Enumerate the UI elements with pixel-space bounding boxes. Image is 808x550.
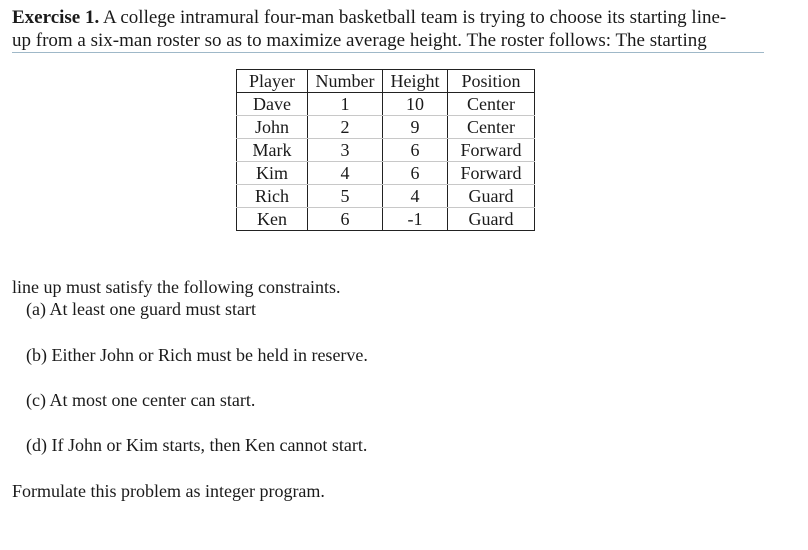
text-selection-underline bbox=[12, 52, 764, 53]
table-header-row bbox=[237, 70, 535, 93]
constraint-b: (b) Either John or Rich must be held in reserve. bbox=[26, 345, 368, 365]
cell-number: 3 bbox=[308, 139, 383, 162]
constraint-d: (d) If John or Kim starts, then Ken cannot start. bbox=[26, 435, 368, 455]
cell-height: 6 bbox=[383, 162, 448, 185]
roster-table bbox=[236, 69, 535, 231]
intro-line-1 bbox=[12, 6, 772, 29]
cell-number: 4 bbox=[308, 162, 383, 185]
intro-line-2: up from a six-man roster so as to maximize average height. The roster follows: The starting bbox=[12, 30, 707, 51]
cell-player: Mark bbox=[237, 139, 308, 162]
intro-line-1-text: A college intramural four-man basketball team is trying to choose its starting line- bbox=[99, 7, 727, 28]
closing-text: Formulate this problem as integer program. bbox=[12, 481, 325, 501]
cell-player: Ken bbox=[237, 208, 308, 231]
cell-player: Rich bbox=[237, 185, 308, 208]
cell-number: 5 bbox=[308, 185, 383, 208]
header-position: Position bbox=[448, 70, 535, 93]
lineup-text: line up must satisfy the following constraints. bbox=[12, 277, 341, 297]
cell-height: 10 bbox=[383, 93, 448, 116]
cell-position: Guard bbox=[448, 208, 535, 231]
table-row bbox=[237, 185, 535, 208]
cell-position: Forward bbox=[448, 162, 535, 185]
cell-position: Center bbox=[448, 93, 535, 116]
cell-number: 6 bbox=[308, 208, 383, 231]
cell-height: -1 bbox=[383, 208, 448, 231]
cell-position: Forward bbox=[448, 139, 535, 162]
cell-player: John bbox=[237, 116, 308, 139]
table-row bbox=[237, 162, 535, 185]
header-number: Number bbox=[308, 70, 383, 93]
constraint-c: (c) At most one center can start. bbox=[26, 390, 256, 410]
cell-height: 4 bbox=[383, 185, 448, 208]
table-row bbox=[237, 116, 535, 139]
table-row bbox=[237, 139, 535, 162]
cell-position: Center bbox=[448, 116, 535, 139]
exercise-intro bbox=[12, 6, 772, 52]
table-row bbox=[237, 208, 535, 231]
cell-height: 9 bbox=[383, 116, 448, 139]
header-player: Player bbox=[237, 70, 308, 93]
cell-height: 6 bbox=[383, 139, 448, 162]
table-row bbox=[237, 93, 535, 116]
cell-player: Kim bbox=[237, 162, 308, 185]
cell-player: Dave bbox=[237, 93, 308, 116]
cell-number: 2 bbox=[308, 116, 383, 139]
exercise-label: Exercise 1. bbox=[12, 7, 100, 28]
constraint-a: (a) At least one guard must start bbox=[26, 299, 256, 319]
cell-position: Guard bbox=[448, 185, 535, 208]
header-height: Height bbox=[383, 70, 448, 93]
cell-number: 1 bbox=[308, 93, 383, 116]
